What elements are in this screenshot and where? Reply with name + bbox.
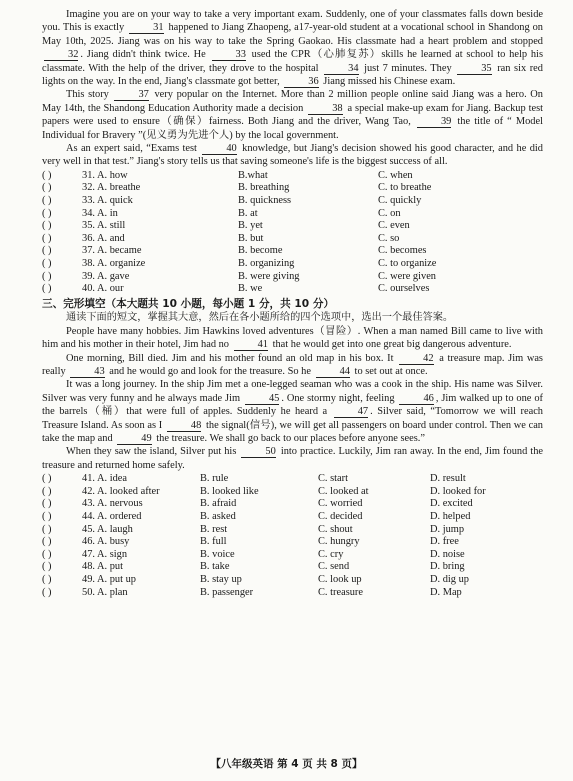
option-c: C. treasure: [318, 586, 364, 598]
answer-box[interactable]: ( ): [42, 511, 52, 523]
option-c: C. to breathe: [378, 182, 432, 194]
paragraph-text: that he would get into one great big dangerous adventure.: [270, 339, 512, 351]
option-a: 45. A. laugh: [82, 523, 133, 535]
paragraph: [42, 88, 543, 142]
blank-36[interactable]: 36: [284, 76, 318, 88]
blank-50[interactable]: 50: [241, 446, 275, 458]
option-b: B. stay up: [200, 574, 242, 586]
answer-box[interactable]: ( ): [42, 485, 52, 497]
option-d: D. bring: [430, 561, 465, 573]
option-row: [42, 233, 543, 246]
option-b: B. were giving: [238, 270, 300, 282]
answer-box[interactable]: ( ): [42, 195, 52, 207]
blank-37[interactable]: 37: [114, 89, 148, 101]
blank-39[interactable]: 39: [417, 116, 451, 128]
paragraph-text: Imagine you are on your way to take a very important exam. Suddenly, one of your classmates falls down beside you. This is exactly: [42, 9, 543, 34]
option-d: D. noise: [430, 548, 465, 560]
option-row: [42, 170, 543, 183]
answer-box[interactable]: ( ): [42, 561, 52, 573]
option-c: C. to organize: [378, 258, 437, 270]
answer-box[interactable]: ( ): [42, 270, 52, 282]
answer-box[interactable]: ( ): [42, 473, 52, 485]
option-a: 36. A. and: [82, 232, 125, 244]
option-b: B. yet: [238, 220, 263, 232]
answer-box[interactable]: ( ): [42, 207, 52, 219]
option-c: C. so: [378, 232, 400, 244]
page-footer: 【八年级英语 第 4 页 共 8 页】: [210, 758, 363, 770]
option-b: B. rule: [200, 473, 229, 485]
option-row: [42, 473, 543, 486]
option-b: B. passenger: [200, 586, 254, 598]
option-c: C. cry: [318, 548, 344, 560]
paragraph: [42, 325, 543, 352]
blank-44[interactable]: 44: [316, 366, 350, 378]
option-a: 42. A. looked after: [82, 485, 160, 497]
option-b: B. become: [238, 245, 283, 257]
option-d: D. Map: [430, 586, 462, 598]
option-row: [42, 271, 543, 284]
option-d: D. jump: [430, 523, 465, 535]
option-row: [42, 587, 543, 600]
option-c: C. look up: [318, 574, 362, 586]
option-b: B. but: [238, 232, 264, 244]
paragraph: [42, 8, 543, 88]
option-a: 35. A. still: [82, 220, 126, 232]
paragraph-text: used the CPR（心肺复苏）skills he learned at school to help his classmate. With the help of the driver, they drove to the hospital: [42, 49, 543, 74]
passage-1: [42, 8, 543, 169]
blank-32[interactable]: 32: [44, 49, 78, 61]
blank-40[interactable]: 40: [202, 143, 236, 155]
paragraph-text: One morning, Bill died. Jim and his mother found an old map in his box. It: [66, 352, 398, 364]
option-a: 32. A. breathe: [82, 182, 141, 194]
paragraph: [42, 142, 543, 169]
option-c: C. worried: [318, 498, 363, 510]
option-row: [42, 220, 543, 233]
paragraph-text: ran six red lights on the way. In the end, Jiang's classmate got better,: [42, 62, 543, 88]
answer-box[interactable]: ( ): [42, 548, 52, 560]
paragraph-text: . Silver said, “Tomorrow we will reach Treasure Island. As soon as I: [42, 406, 544, 431]
blank-34[interactable]: 34: [324, 63, 358, 75]
paragraph-text: a treasure map. Jim was really: [42, 352, 543, 378]
option-b: B. organizing: [238, 258, 295, 270]
answer-box[interactable]: ( ): [42, 498, 52, 510]
paragraph-text: happened to Jiang Zhaopeng, a17-year-old student at a vocational school in Shandong on May 10th, 2025. Jiang was on his way to take the Spring Gaokao. His classmate had a heart problem and stopped: [42, 22, 543, 47]
option-row: [42, 511, 543, 524]
option-b: B. breathing: [238, 182, 290, 194]
paragraph-text: knowledge, but Jiang's decision showed his good character, and he did very well in that test.” Jiang's story tells us that saving someone's life is the biggest success of all.: [42, 143, 543, 168]
option-row: [42, 524, 543, 537]
option-row: [42, 574, 543, 587]
option-c: C. were given: [378, 270, 436, 282]
option-d: D. looked for: [430, 485, 486, 497]
paragraph-text: When they saw the island, Silver put his: [66, 446, 240, 458]
answer-box[interactable]: ( ): [42, 523, 52, 535]
paragraph: [42, 445, 543, 472]
option-a: 37. A. became: [82, 245, 142, 257]
paragraph: [42, 352, 543, 379]
option-c: C. looked at: [318, 485, 369, 497]
option-c: C. on: [378, 207, 401, 219]
option-c: C. shout: [318, 523, 353, 535]
option-d: D. free: [430, 536, 459, 548]
option-a: 34. A. in: [82, 207, 118, 219]
paragraph-text: . Jiang didn't think twice. He: [80, 49, 210, 61]
option-a: 31. A. how: [82, 169, 128, 181]
answer-box[interactable]: ( ): [42, 182, 52, 194]
option-c: C. decided: [318, 511, 363, 523]
paragraph-text: very popular on the Internet. More than 2 million people online said Jiang was a hero. On May 14th, the Shandong Education Authority made a decision: [42, 89, 543, 114]
answer-box[interactable]: ( ): [42, 283, 52, 295]
paragraph-text: the treasure. We shall go back to our places before anyone sees.”: [153, 433, 426, 445]
option-a: 39. A. gave: [82, 270, 130, 282]
option-a: 43. A. nervous: [82, 498, 143, 510]
option-c: C. even: [378, 220, 410, 232]
answer-box[interactable]: ( ): [42, 220, 52, 232]
option-b: B. we: [238, 283, 263, 295]
option-d: D. result: [430, 473, 466, 485]
blank-38[interactable]: 38: [308, 103, 342, 115]
paragraph-text: into practice. Luckily, Jim ran away. In the end, Jim found the treasure and returned home safely.: [42, 446, 543, 471]
option-a: 49. A. put up: [82, 574, 136, 586]
paragraph-text: the signal(信号), we will get all passengers on board under control. Then we can take the map and: [42, 419, 543, 445]
options-41-50: [42, 473, 543, 599]
option-row: [42, 283, 543, 296]
option-a: 44. A. ordered: [82, 511, 142, 523]
option-row: [42, 549, 543, 562]
option-c: C. becomes: [378, 245, 427, 257]
paragraph-text: a special make-up exam for Jiang. Backup test papers were used to ensure（确保）fairness. Both Jiang and the driver, Wang Tao,: [42, 102, 543, 128]
paragraph-text: to set out at once.: [351, 366, 428, 378]
blank-42[interactable]: 42: [399, 353, 433, 365]
option-b: B. voice: [200, 548, 235, 560]
answer-box[interactable]: ( ): [42, 169, 52, 181]
answer-box[interactable]: ( ): [42, 574, 52, 586]
paragraph-text: As an expert said, “Exams test: [66, 143, 201, 155]
answer-box[interactable]: ( ): [42, 536, 52, 548]
option-row: [42, 258, 543, 271]
option-a: 40. A. our: [82, 283, 124, 295]
blank-48[interactable]: 48: [167, 420, 201, 432]
paragraph-text: the title of “ Model Individual for Bravery ”(见义勇为先进个人) by the local government.: [42, 116, 543, 141]
option-row: [42, 486, 543, 499]
paragraph-text: . One stormy night, feeling: [281, 392, 398, 404]
option-c: C. hungry: [318, 536, 360, 548]
option-b: B. full: [200, 536, 227, 548]
paragraph-text: , Jim walked up to one of the barrels（桶）that were full of apples. Suddenly he heard a: [42, 392, 543, 418]
blank-31[interactable]: 31: [129, 22, 163, 34]
option-a: 47. A. sign: [82, 548, 128, 560]
blank-35[interactable]: 35: [457, 63, 491, 75]
answer-box[interactable]: ( ): [42, 232, 52, 244]
option-a: 46. A. busy: [82, 536, 130, 548]
blank-47[interactable]: 47: [334, 406, 368, 418]
option-a: 38. A. organize: [82, 258, 146, 270]
instruction: 通读下面的短文，掌握其大意，然后在各小题所给的四个选项中，选出一个最佳答案。: [66, 311, 454, 323]
option-b: B. asked: [200, 511, 236, 523]
option-d: D. dig up: [430, 574, 469, 586]
option-b: B. rest: [200, 523, 228, 535]
option-row: [42, 208, 543, 221]
paragraph-text: Jiang missed his Chinese exam.: [320, 76, 456, 88]
option-d: D. excited: [430, 498, 473, 510]
paragraph-text: People have many hobbies. Jim Hawkins loved adventures（冒险）. When a man named Bill came to live with him and his mother in their hotel, Jim had no: [42, 325, 543, 351]
option-b: B. looked like: [200, 485, 259, 497]
answer-box[interactable]: ( ): [42, 258, 52, 270]
paragraph-text: This story: [66, 89, 113, 101]
option-d: D. helped: [430, 511, 471, 523]
option-c: C. when: [378, 169, 413, 181]
paragraph-text: It was a long journey. In the ship Jim met a one-legged seaman who was a cook in the ship. His name was Silver. Silver was very funny and he always made Jim: [42, 379, 543, 404]
option-b: B. take: [200, 561, 230, 573]
blank-43[interactable]: 43: [70, 366, 104, 378]
option-c: C. ourselves: [378, 283, 430, 295]
option-a: 50. A. plan: [82, 586, 128, 598]
paragraph: [42, 378, 543, 445]
option-row: [42, 195, 543, 208]
paragraph-text: and he would go and look for the treasure. So he: [106, 366, 314, 378]
answer-box[interactable]: ( ): [42, 245, 52, 257]
option-c: C. start: [318, 473, 349, 485]
option-b: B.what: [238, 169, 268, 181]
blank-46[interactable]: 46: [399, 393, 433, 405]
blank-45[interactable]: 45: [245, 393, 279, 405]
options-31-40: [42, 170, 543, 296]
option-row: [42, 536, 543, 549]
option-c: C. quickly: [378, 195, 422, 207]
option-row: [42, 561, 543, 574]
option-b: B. afraid: [200, 498, 237, 510]
option-b: B. at: [238, 207, 258, 219]
passage-2: [42, 325, 543, 472]
blank-41[interactable]: 41: [234, 339, 268, 351]
option-b: B. quickness: [238, 195, 292, 207]
paragraph-text: just 7 minutes. They: [360, 62, 456, 74]
blank-33[interactable]: 33: [212, 49, 246, 61]
section-title: 三、完形填空（本大题共 10 小题，每小题 1 分，共 10 分）: [42, 297, 335, 310]
option-row: [42, 245, 543, 258]
option-row: [42, 182, 543, 195]
answer-box[interactable]: ( ): [42, 586, 52, 598]
option-a: 48. A. put: [82, 561, 123, 573]
option-a: 41. A. idea: [82, 473, 128, 485]
option-row: [42, 498, 543, 511]
option-c: C. send: [318, 561, 350, 573]
blank-49[interactable]: 49: [117, 433, 151, 445]
option-a: 33. A. quick: [82, 195, 133, 207]
